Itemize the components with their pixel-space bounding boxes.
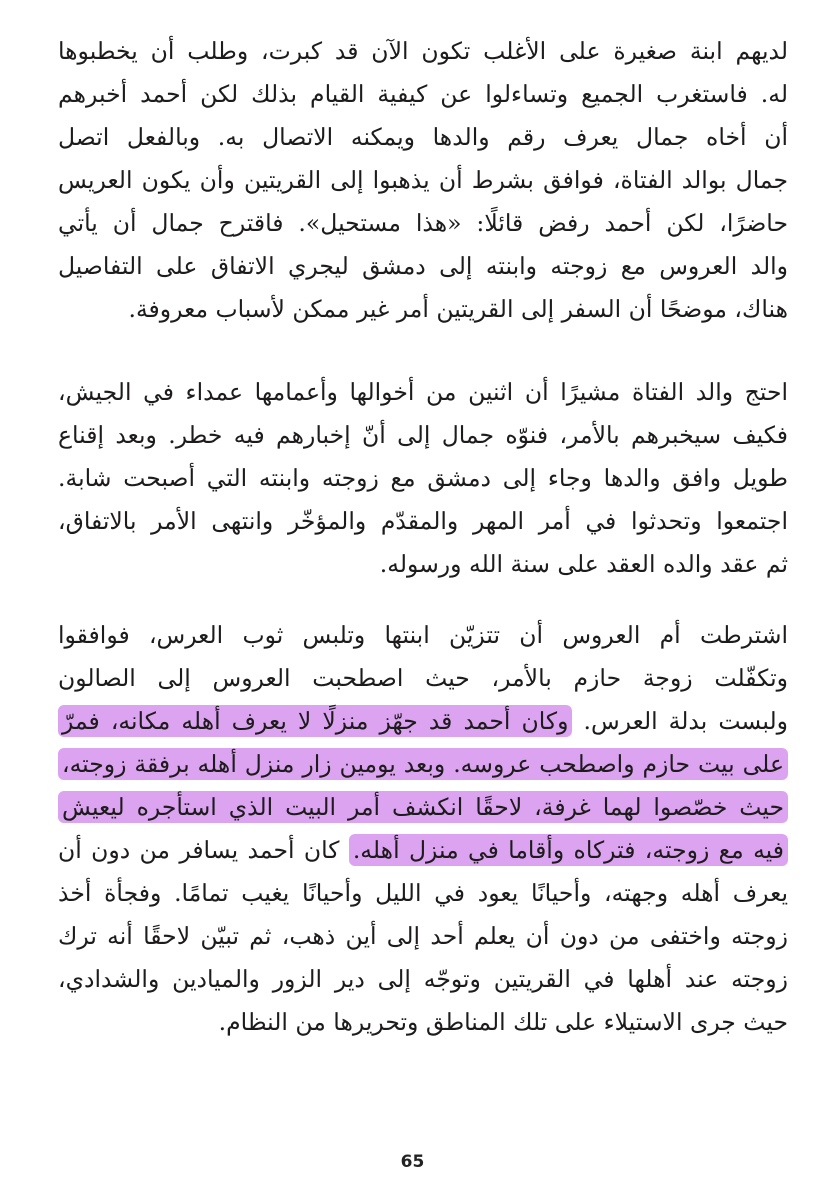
text-line: وتكفّلت زوجة حازم بالأمر، حيث اصطحبت العروس إلى الصالون (58, 664, 788, 692)
highlighted-text: وكان أحمد قد جهّز منزلًا لا يعرف أهله مكانه، فمرّ (58, 705, 572, 737)
text-line (58, 700, 788, 743)
text-line: فكيف سيخبرهم بالأمر، فنوّه جمال إلى أنّ إخبارهم فيه خطر. وبعد إقناع (58, 421, 788, 449)
paragraph-2 (58, 371, 788, 586)
text-line: حيث جرى الاستيلاء على تلك المناطق وتحريرها من النظام. (218, 1008, 788, 1036)
text-line: زوجته عند أهلها في القريتين وتوجّه إلى دير الزور والميادين والشدادي، (58, 965, 788, 993)
text-segment: ولبست بدلة العرس. (572, 707, 788, 735)
text-line: له. فاستغرب الجميع وتساءلوا عن كيفية القيام بذلك لكن أحمد أخبرهم (58, 80, 788, 108)
text-line: هناك، موضحًا أن السفر إلى القريتين أمر غير ممكن لأسباب معروفة. (128, 295, 788, 323)
highlighted-text: حيث خصّصوا لهما غرفة، لاحقًا انكشف أمر البيت الذي استأجره ليعيش (58, 791, 788, 823)
text-segment: كان أحمد يسافر من دون أن (58, 836, 349, 864)
text-line: والد العروس مع زوجته وابنته إلى دمشق ليجري الاتفاق على التفاصيل (58, 252, 788, 280)
text-line: طويل وافق والدها وجاء إلى دمشق مع زوجته وابنته التي أصبحت شابة. (58, 464, 788, 492)
text-line: جمال بوالد الفتاة، فوافق بشرط أن يذهبوا إلى القريتين وأن يكون العريس (58, 166, 788, 194)
text-line (58, 743, 788, 786)
paragraph-1 (58, 30, 788, 331)
text-line: احتج والد الفتاة مشيرًا أن اثنين من أخوالها وأعمامها عمداء في الجيش، (58, 378, 788, 406)
text-line: ثم عقد والده العقد على سنة الله ورسوله. (379, 550, 788, 578)
text-line: لديهم ابنة صغيرة على الأغلب تكون الآن قد كبرت، وطلب أن يخطبوها (58, 37, 788, 65)
text-line (58, 786, 788, 829)
text-line: يعرف أهله وجهته، وأحيانًا يعود في الليل وأحيانًا يغيب تمامًا. وفجأة أخذ (58, 879, 788, 907)
paragraph-3 (58, 614, 788, 1044)
text-line: اجتمعوا وتحدثوا في أمر المهر والمقدّم والمؤخّر وانتهى الأمر بالاتفاق، (58, 507, 788, 535)
highlighted-text: فيه مع زوجته، فتركاه وأقاما في منزل أهله. (349, 834, 788, 866)
highlighted-text: على بيت حازم واصطحب عروسه. وبعد يومين زار منزل أهله برفقة زوجته، (58, 748, 788, 780)
text-line (58, 829, 788, 872)
text-line: أن أخاه جمال يعرف رقم والدها ويمكنه الاتصال به. وبالفعل اتصل (58, 123, 788, 151)
text-line: حاضرًا، لكن أحمد رفض قائلًا: «هذا مستحيل». فاقترح جمال أن يأتي (58, 209, 788, 237)
text-line: اشترطت أم العروس أن تتزيّن ابنتها وتلبس ثوب العرس، فوافقوا (58, 621, 788, 649)
page-number: 65 (400, 1152, 425, 1172)
text-line: زوجته واختفى من دون أن يعلم أحد إلى أين ذهب، ثم تبيّن لاحقًا أنه ترك (58, 922, 788, 950)
